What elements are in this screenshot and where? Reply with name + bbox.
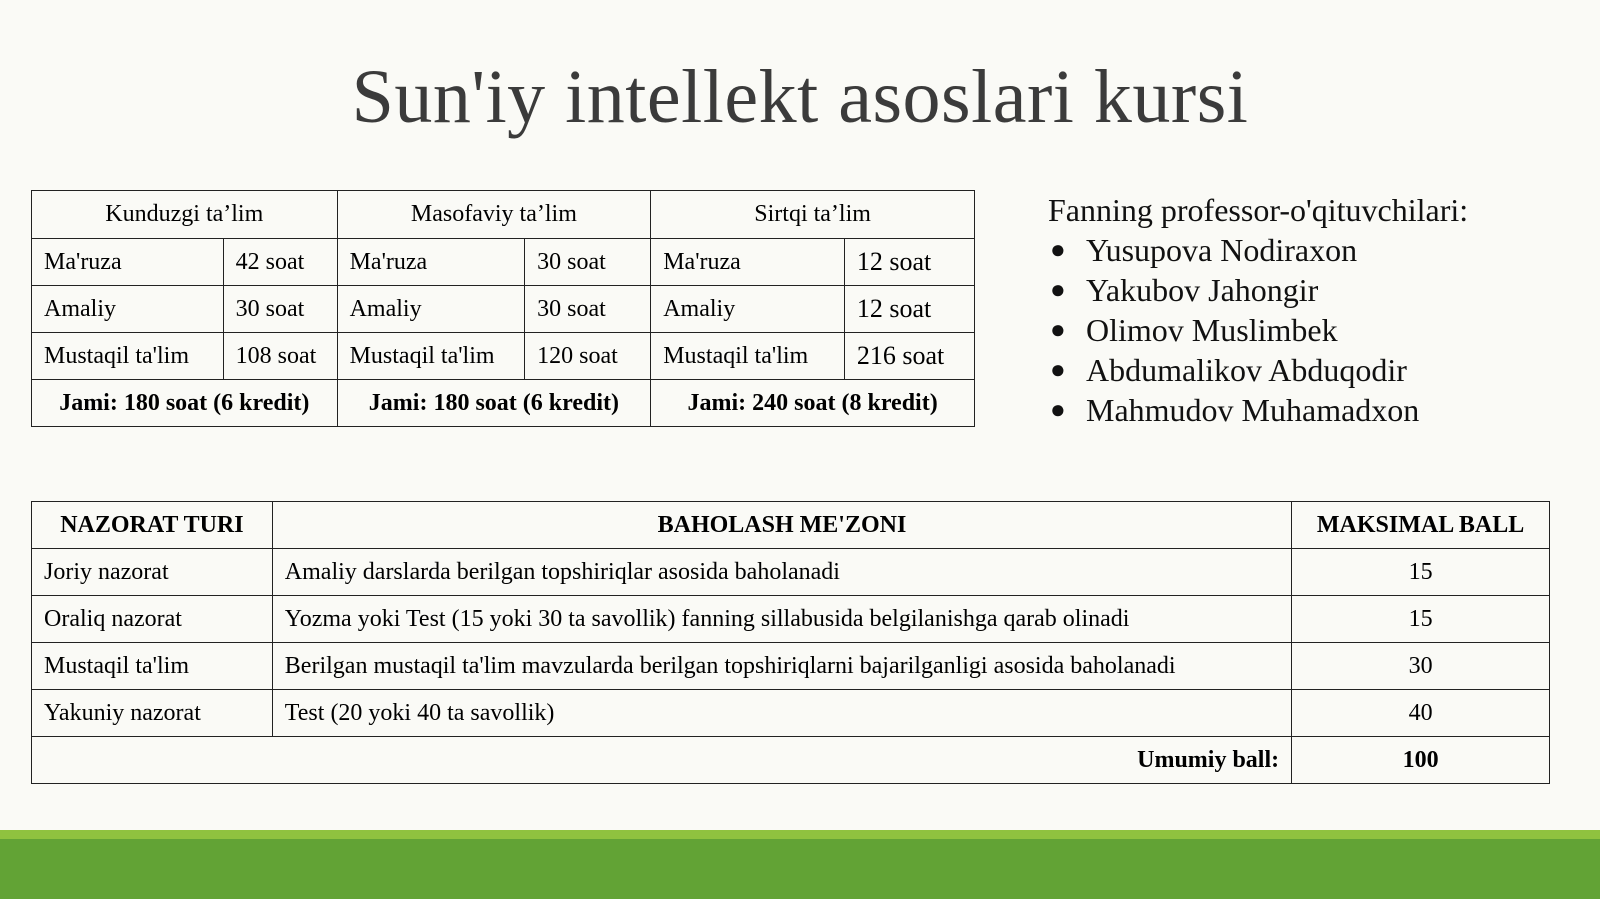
column-header-masofaviy: Masofaviy ta’lim [337,191,651,239]
table-row [32,286,975,333]
professor-name: Yakubov Jahongir [1086,272,1319,308]
table-row [32,643,1550,690]
total-value: 100 [1292,737,1550,784]
control-type: Mustaqil ta'lim [32,643,273,690]
total-kunduzgi: Jami: 180 soat (6 kredit) [32,380,338,427]
list-item [1048,270,1468,310]
row-value: 42 soat [223,239,337,286]
footer-bar [0,839,1600,899]
control-type: Joriy nazorat [32,549,273,596]
table-total-row [32,380,975,427]
table-row [32,239,975,286]
bullet-icon: ● [1050,395,1066,424]
max-score: 15 [1292,596,1550,643]
row-label: Ma'ruza [337,239,525,286]
professors-heading: Fanning professor-o'qituvchilari: [1048,192,1469,228]
row-value: 120 soat [525,333,651,380]
total-label: Umumiy ball: [32,737,1292,784]
control-type: Yakuniy nazorat [32,690,273,737]
table-row [32,549,1550,596]
total-sirtqi: Jami: 240 soat (8 kredit) [651,380,975,427]
table-row [32,690,1550,737]
max-score: 40 [1292,690,1550,737]
bullet-icon: ● [1050,355,1066,384]
list-item [1048,390,1468,430]
row-label: Mustaqil ta'lim [337,333,525,380]
criteria: Amaliy darslarda berilgan topshiriqlar asosida baholanadi [272,549,1291,596]
professors-list [1048,190,1468,430]
header-max-score: MAKSIMAL BALL [1292,502,1550,549]
professor-name: Olimov Muslimbek [1086,312,1338,348]
total-masofaviy: Jami: 180 soat (6 kredit) [337,380,651,427]
footer-accent-bar [0,830,1600,839]
list-item [1048,310,1468,350]
row-value: 30 soat [525,286,651,333]
bullet-icon: ● [1050,275,1066,304]
row-label: Amaliy [337,286,525,333]
row-value: 30 soat [223,286,337,333]
header-criteria: BAHOLASH ME'ZONI [272,502,1291,549]
professor-name: Mahmudov Muhamadxon [1086,392,1420,428]
page-title: Sun'iy intellekt asoslari kursi [351,55,1249,139]
table-header-row [32,502,1550,549]
row-value: 108 soat [223,333,337,380]
header-control-type: NAZORAT TURI [32,502,273,549]
control-type: Oraliq nazorat [32,596,273,643]
professor-names [1048,230,1468,430]
criteria: Berilgan mustaqil ta'lim mavzularda berilgan topshiriqlarni bajarilganligi asosida baholanadi [272,643,1291,690]
max-score: 30 [1292,643,1550,690]
column-header-sirtqi: Sirtqi ta’lim [651,191,975,239]
table-row [32,596,1550,643]
bullet-icon: ● [1050,315,1066,344]
row-label: Mustaqil ta'lim [32,333,224,380]
row-label: Ma'ruza [32,239,224,286]
criteria: Yozma yoki Test (15 yoki 30 ta savollik) fanning sillabusida belgilanishga qarab olinadi [272,596,1291,643]
row-value: 12 soat [844,239,974,286]
list-item [1048,230,1468,270]
criteria: Test (20 yoki 40 ta savollik) [272,690,1291,737]
professor-name: Yusupova Nodiraxon [1086,232,1358,268]
row-label: Ma'ruza [651,239,845,286]
row-label: Amaliy [32,286,224,333]
table-row [32,333,975,380]
row-value: 12 soat [844,286,974,333]
table-header-row [32,191,975,239]
bullet-icon: ● [1050,235,1066,264]
professor-name: Abdumalikov Abduqodir [1086,352,1407,388]
column-header-kunduzgi: Kunduzgi ta’lim [32,191,338,239]
row-value: 30 soat [525,239,651,286]
study-hours-table [31,190,975,427]
row-value: 216 soat [844,333,974,380]
max-score: 15 [1292,549,1550,596]
row-label: Amaliy [651,286,845,333]
grading-table [31,501,1550,784]
row-label: Mustaqil ta'lim [651,333,845,380]
table-total-row [32,737,1550,784]
list-item [1048,350,1468,390]
